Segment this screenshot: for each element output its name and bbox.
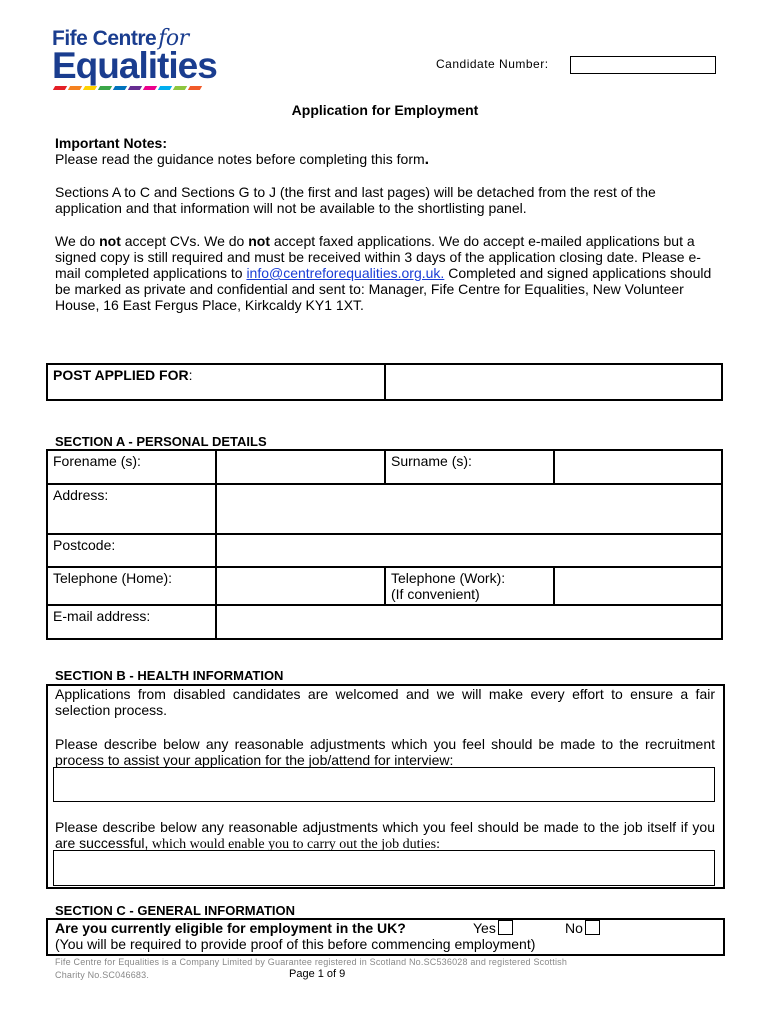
form-title: Application for Employment: [291, 102, 479, 118]
logo-stripe: [98, 86, 112, 90]
forename-field[interactable]: [216, 450, 385, 484]
notes-para3: We do not accept CVs. We do not accept faxed applications. We do accept e-mailed applications but a signed copy is still required and must be received within 3 days of the application closing date. Please e-mail completed applications to info@centreforequalities.org.uk. Completed and signed applications should be marked as private and confidential and sent to: Manager, Fife Centre for Equalities, New Volunteer House, 16 East Fergus Place, Kirkcaldy KY1 1XT.: [55, 233, 712, 313]
logo-line1: Fife Centre: [52, 27, 157, 50]
postcode-field[interactable]: [216, 534, 722, 567]
eligibility-question: Are you currently eligible for employment in the UK?: [55, 920, 406, 936]
section-a-heading: SECTION A - PERSONAL DETAILS: [55, 434, 267, 449]
logo-stripes: [54, 86, 201, 91]
important-notes-heading: Important Notes:: [55, 135, 167, 151]
tel-home-field[interactable]: [216, 567, 385, 605]
notes-para2: Sections A to C and Sections G to J (the first and last pages) will be detached from the rest of the application and that information will not be available to the shortlisting panel.: [55, 184, 656, 216]
address-field[interactable]: [216, 484, 722, 534]
job-adjustments-field[interactable]: [53, 850, 715, 886]
logo-stripe: [83, 86, 97, 90]
email-link[interactable]: info@centreforequalities.org.uk.: [246, 265, 445, 281]
surname-field[interactable]: [554, 450, 722, 484]
organisation-logo: [52, 26, 217, 92]
yes-option: Yes: [473, 920, 513, 936]
health-question-2: Please describe below any reasonable adjustments which you feel should be made to the job itself if you are successful, which would enable you to carry out the job duties:: [55, 819, 715, 852]
footer-line1: Fife Centre for Equalities is a Company Limited by Guarantee registered in Scotland No.SC536028 and registered Scottish: [55, 957, 568, 967]
email-label: E-mail address:: [47, 605, 216, 639]
postcode-label: Postcode:: [47, 534, 216, 567]
logo-stripe: [113, 86, 127, 90]
logo-stripe: [188, 86, 202, 90]
eligibility-note: (You will be required to provide proof of this before commencing employment): [55, 936, 536, 952]
forename-label: Forename (s):: [47, 450, 216, 484]
tel-work-label: Telephone (Work): (If convenient): [385, 567, 554, 605]
candidate-number-label: Candidate Number:: [436, 57, 549, 71]
no-option: No: [565, 920, 600, 936]
logo-for: for: [158, 26, 189, 51]
health-intro: Applications from disabled candidates are welcomed and we will make every effort to ensure a fair selection process.: [55, 686, 715, 718]
email-field[interactable]: [216, 605, 722, 639]
logo-stripe: [128, 86, 142, 90]
tel-work-field[interactable]: [554, 567, 722, 605]
personal-details-table: [46, 449, 723, 640]
logo-stripe: [53, 86, 67, 90]
post-applied-label: POST APPLIED FOR:: [47, 364, 385, 400]
no-checkbox[interactable]: [585, 920, 600, 935]
surname-label: Surname (s):: [385, 450, 554, 484]
candidate-number-field[interactable]: [570, 56, 716, 74]
tel-home-label: Telephone (Home):: [47, 567, 216, 605]
logo-stripe: [143, 86, 157, 90]
section-c-heading: SECTION C - GENERAL INFORMATION: [55, 903, 296, 918]
section-b-heading: SECTION B - HEALTH INFORMATION: [55, 668, 284, 683]
recruitment-adjustments-field[interactable]: [53, 767, 715, 802]
logo-stripe: [158, 86, 172, 90]
page-number: Page 1 of 9: [289, 968, 346, 980]
footer-line2: Charity No.SC046683.: [55, 970, 150, 980]
logo-stripe: [68, 86, 82, 90]
notes-line1: Please read the guidance notes before completing this form.: [55, 151, 430, 168]
logo-stripe: [173, 86, 187, 90]
logo-line2: Equalities: [52, 45, 217, 86]
health-question-1: Please describe below any reasonable adjustments which you feel should be made to the recruitment process to assist your application for the job/attend for interview:: [55, 736, 715, 768]
yes-checkbox[interactable]: [498, 920, 513, 935]
post-applied-field[interactable]: [385, 364, 722, 400]
address-label: Address:: [47, 484, 216, 534]
post-applied-table: [46, 363, 723, 401]
